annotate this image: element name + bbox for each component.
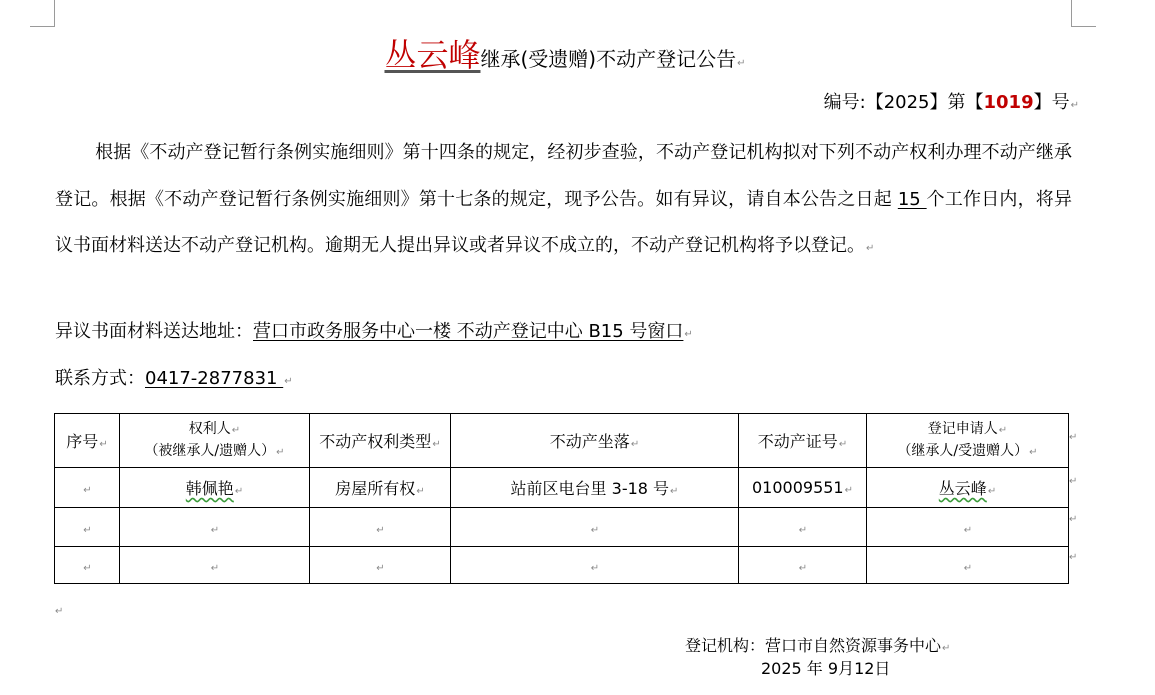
cell-right-type: ↵	[310, 547, 451, 584]
header-rights-holder: 权利人↵ （被继承人/遗赠人）↵	[120, 414, 310, 468]
cell-location: 站前区电台里 3-18 号↵	[451, 468, 739, 508]
header-applicant: 登记申请人↵ （继承人/受遗赠人）↵	[867, 414, 1069, 468]
paragraph-mark-icon: ↵	[1070, 100, 1079, 111]
paragraph-mark-icon: ↵	[284, 376, 293, 387]
table-header-row	[55, 414, 1069, 468]
objection-address	[55, 317, 693, 343]
cell-right-type: ↵	[310, 508, 451, 547]
notice-date: 2025 年 9月12日	[761, 659, 891, 678]
cell-seq: ↵	[55, 468, 120, 508]
property-table	[54, 413, 1069, 584]
title-text: 继承(受遗赠)不动产登记公告	[480, 47, 737, 71]
registration-authority: 登记机构：营口市自然资源事务中心↵	[685, 636, 951, 655]
contact-label: 联系方式：	[55, 368, 145, 389]
table-row	[55, 508, 1069, 547]
cell-applicant: ↵	[867, 547, 1069, 584]
serial-value: 1019	[983, 92, 1034, 113]
serial-prefix: 编号:【2025】第【	[823, 92, 984, 113]
cell-cert-no: ↵	[739, 508, 867, 547]
table-row	[55, 547, 1069, 584]
contact-info	[55, 364, 293, 390]
header-cert-no: 不动产证号↵	[739, 414, 867, 468]
header-seq: 序号↵	[55, 414, 120, 468]
row-end-mark-icon: ↵	[1069, 552, 1078, 563]
serial-suffix: 】号	[1033, 92, 1070, 113]
objection-days: 15	[897, 188, 927, 210]
paragraph-mark-icon: ↵	[737, 58, 746, 69]
body-text-2: 个工作日内，将异议书面材料送达不动产登记机构。逾期无人提出异议或者异议不成立的，不动产登记机构将予以登记。	[55, 188, 1072, 256]
title-applicant-name: 丛云峰	[384, 36, 481, 74]
cell-cert-no: ↵	[739, 547, 867, 584]
cell-holder: ↵	[120, 508, 310, 547]
cell-applicant: 丛云峰↵	[867, 468, 1069, 508]
notice-title	[0, 30, 1130, 76]
cell-cert-no: 010009551↵	[739, 468, 867, 508]
notice-body	[55, 130, 1072, 273]
paragraph-mark-icon: ↵	[942, 643, 951, 654]
body-text-1: 根据《不动产登记暂行条例实施细则》第十四条的规定，经初步查验，不动产登记机构拟对下列不动产权利办理不动产继承登记。根据《不动产登记暂行条例实施细则》第十七条的规定，现予公告。如有异议，请自本公告之日起	[55, 142, 1072, 210]
serial-number	[824, 88, 1079, 114]
contact-phone: 0417-2877831	[145, 368, 284, 389]
address-value: 营口市政务服务中心一楼 不动产登记中心 B15 号窗口	[253, 321, 684, 342]
address-label: 异议书面材料送达地址：	[55, 321, 253, 342]
header-right-type: 不动产权利类型↵	[310, 414, 451, 468]
paragraph-mark-icon: ↵	[55, 606, 64, 617]
page-corner-mark-right	[1071, 0, 1096, 27]
cell-holder: ↵	[120, 547, 310, 584]
cell-applicant: ↵	[867, 508, 1069, 547]
cell-right-type: 房屋所有权↵	[310, 468, 451, 508]
row-end-mark-icon: ↵	[1069, 432, 1078, 443]
row-end-mark-icon: ↵	[1069, 514, 1078, 525]
cell-location: ↵	[451, 508, 739, 547]
cell-location: ↵	[451, 547, 739, 584]
header-location: 不动产坐落↵	[451, 414, 739, 468]
page-corner-mark-left	[30, 0, 55, 27]
row-end-mark-icon: ↵	[1069, 476, 1078, 487]
paragraph-mark-icon: ↵	[684, 329, 693, 340]
table-row	[55, 468, 1069, 508]
cell-holder: 韩佩艳↵	[120, 468, 310, 508]
paragraph-mark-icon: ↵	[866, 243, 875, 254]
cell-seq: ↵	[55, 547, 120, 584]
cell-seq: ↵	[55, 508, 120, 547]
